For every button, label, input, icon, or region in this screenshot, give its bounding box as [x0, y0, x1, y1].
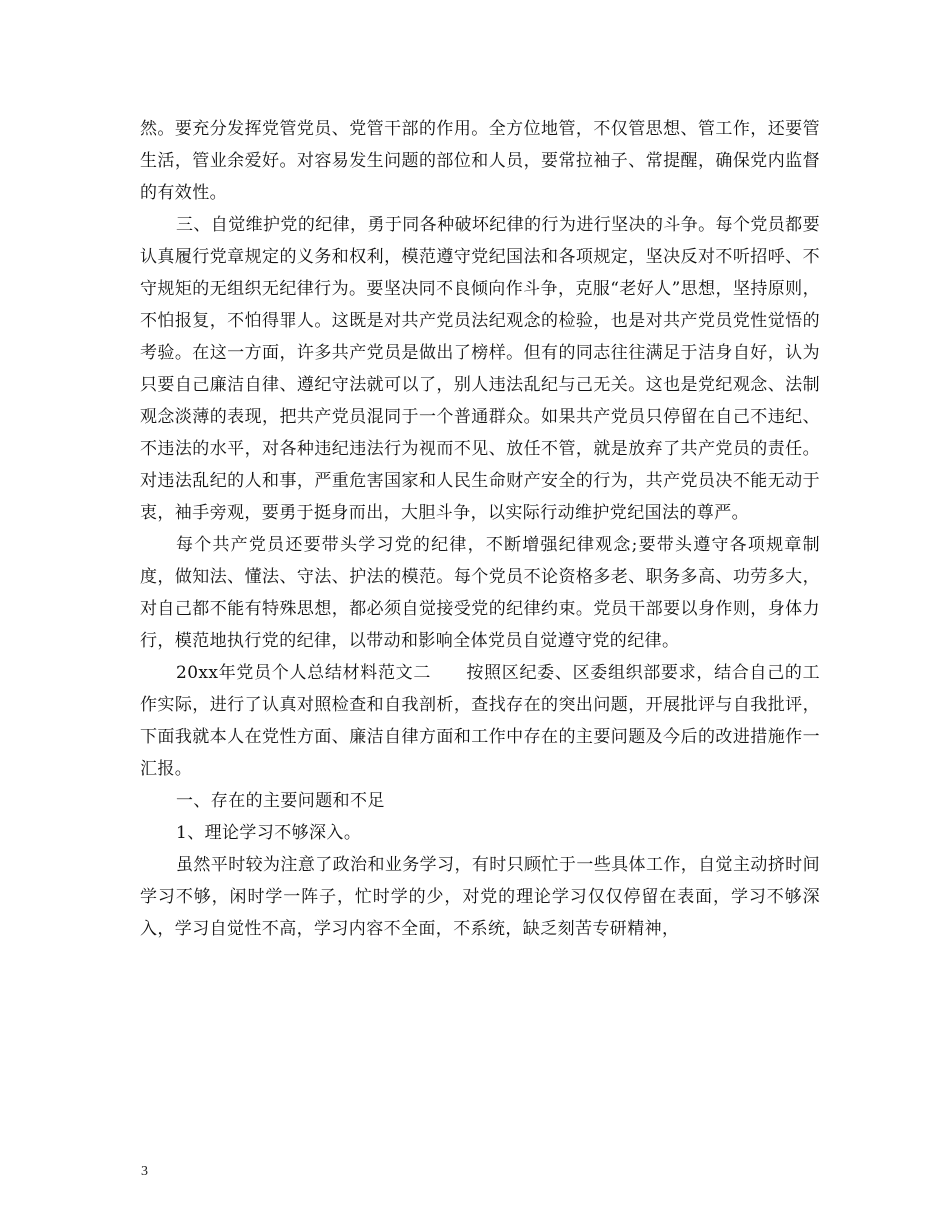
- subsection-heading: 1、理论学习不够深入。: [176, 823, 362, 843]
- paragraph-2: 三、自觉维护党的纪律，勇于同各种破坏纪律的行为进行坚决的斗争。每个党员都要认真履行党章规定的义务和权利，模范遵守党纪国法和各项规定，坚决反对不听招呼、不守规矩的无组织无纪律行为。要坚决同不良倾向作斗争，克服“老好人”思想，坚持原则，不怕报复，不怕得罪人。这既是对共产党员法纪观念的检验，也是对共产党员党性觉悟的考验。在这一方面，许多共产党员是做出了榜样。但有的同志往往满足于洁身自好，认为只要自己廉洁自律、遵纪守法就可以了，别人违法乱纪与己无关。这也是党纪观念、法制观念淡薄的表现，把共产党员混同于一个普通群众。如果共产党员只停留在自己不违纪、不违法的水平，对各种违纪违法行为视而不见、放任不管，就是放弃了共产党员的责任。对违法乱纪的人和事，严重危害国家和人民生命财产安全的行为，共产党员决不能无动于衷，袖手旁观，要勇于挺身而出，大胆斗争，以实际行动维护党纪国法的尊严。: [140, 215, 820, 523]
- paragraph-7: 虽然平时较为注意了政治和业务学习，有时只顾忙于一些具体工作，自觉主动挤时间学习不够，闲时学一阵子，忙时学的少，对党的理论学习仅仅停留在表面，学习不够深入，学习自觉性不高，学习内容不全面，不系统，缺乏刻苦专研精神，: [140, 855, 820, 939]
- paragraph-1: 然。要充分发挥党管党员、党管干部的作用。全方位地管，不仅管思想、管工作，还要管生活，管业余爱好。对容易发生问题的部位和人员，要常拉袖子、常提醒，确保党内监督的有效性。: [140, 119, 820, 203]
- paragraph-3: 每个共产党员还要带头学习党的纪律，不断增强纪律观念;要带头遵守各项规章制度，做知法、懂法、守法、护法的模范。每个党员不论资格多老、职务多高、功劳多大，对自己都不能有特殊思想，都必须自觉接受党的纪律约束。党员干部要以身作则，身体力行，模范地执行党的纪律，以带动和影响全体党员自觉遵守党的纪律。: [140, 535, 820, 651]
- paragraph-4: 20xx年党员个人总结材料范文二 按照区纪委、区委组织部要求，结合自己的工作实际，进行了认真对照检查和自我剖析，查找存在的突出问题，开展批评与自我批评，下面我就本人在党性方面、廉洁自律方面和工作中存在的主要问题及今后的改进措施作一汇报。: [140, 663, 820, 779]
- document-body: [140, 113, 820, 945]
- page-number: 3: [141, 1164, 148, 1179]
- section-heading: 一、存在的主要问题和不足: [176, 791, 385, 811]
